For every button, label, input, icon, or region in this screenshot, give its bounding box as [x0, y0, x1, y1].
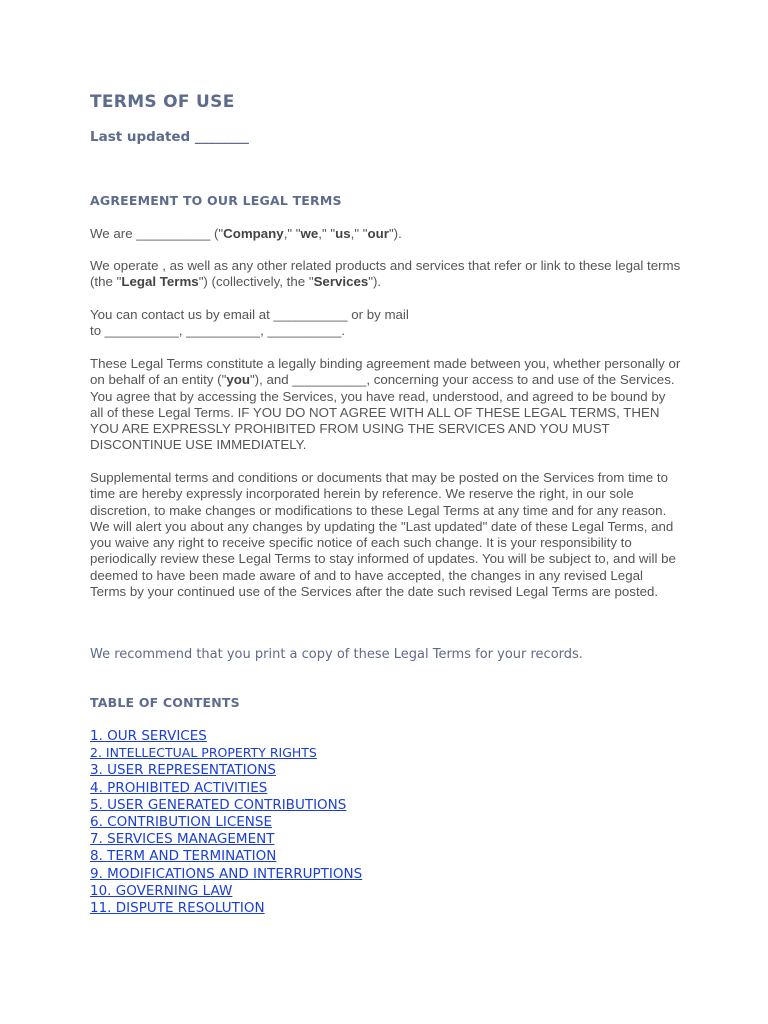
toc-item: [90, 898, 362, 915]
toc-link-dispute-resolution[interactable]: 11. DISPUTE RESOLUTION: [90, 899, 265, 916]
contact-line-1: You can contact us by email at __________ or by mail: [90, 307, 409, 322]
text-run: ," ": [318, 226, 336, 241]
page-title: TERMS OF USE: [90, 92, 235, 112]
contact-line-2: to __________, __________, __________.: [90, 323, 346, 339]
text-run: We are __________ (": [90, 226, 224, 241]
toc-item: [90, 778, 362, 795]
text-run: ," ": [350, 226, 368, 241]
text-run: ").: [388, 226, 402, 241]
toc-item: [90, 743, 362, 760]
text-run: These Legal Terms constitute a legally binding agreement made between you, whether personally or on behalf of an entity (": [90, 356, 681, 388]
text-run: "), and __________, concerning your access to and use of the Services. You agree that by accessing the Services, you have read, understood, and agreed to be bound by all of these Legal Terms. IF YOU DO NOT AGREE WITH ALL OF THESE LEGAL TERMS, THEN YOU ARE EXPRESSLY PROHIBITED FROM USING THE SERVICES AND YOU MUST DISCONTINUE USE IMMEDIATELY.: [90, 372, 675, 453]
toc-link-user-representations[interactable]: 3. USER REPRESENTATIONS: [90, 762, 276, 779]
paragraph-we-operate: [90, 258, 682, 291]
bold-term-services: Services: [313, 274, 369, 290]
toc-link-user-generated-contributions[interactable]: 5. USER GENERATED CONTRIBUTIONS: [90, 796, 347, 813]
bold-term-you: you: [226, 372, 250, 388]
toc-link-governing-law[interactable]: 10. GOVERNING LAW: [90, 882, 233, 899]
bold-term-our: our: [367, 226, 389, 241]
toc-item: [90, 881, 362, 898]
toc-link-intellectual-property[interactable]: 2. INTELLECTUAL PROPERTY RIGHTS: [90, 745, 317, 761]
toc-item: [90, 829, 362, 846]
text-run: ") (collectively, the ": [198, 274, 314, 290]
bold-term-us: us: [335, 226, 351, 241]
toc-item: [90, 726, 362, 743]
toc-item: [90, 864, 362, 881]
agreement-heading: AGREEMENT TO OUR LEGAL TERMS: [90, 193, 342, 208]
last-updated-line: Last updated ________: [90, 129, 249, 145]
paragraph-contact: [90, 307, 682, 340]
paragraph-supplemental-terms: Supplemental terms and conditions or documents that may be posted on the Services from time to time are hereby expressly incorporated herein by reference. We reserve the right, in our sole discretion, to make changes or modifications to these Legal Terms at any time and for any reason. We will alert you about any changes by updating the "Last updated" date of these Legal Terms, and you waive any right to receive specific notice of each such change. It is your responsibility to periodically review these Legal Terms to stay informed of updates. You will be subject to, and will be deemed to have been made aware of and to have accepted, the changes in any revised Legal Terms by your continued use of the Services after the date such revised Legal Terms are posted.: [90, 470, 676, 600]
bold-term-we: we: [300, 226, 319, 241]
toc-item: [90, 846, 362, 863]
toc-link-prohibited-activities[interactable]: 4. PROHIBITED ACTIVITIES: [90, 779, 268, 796]
toc-link-contribution-license[interactable]: 6. CONTRIBUTION LICENSE: [90, 813, 272, 830]
bold-term-legal-terms: Legal Terms: [121, 274, 199, 290]
text-run: ").: [368, 274, 382, 290]
text-run: We operate , as well as any other related products and services that refer or link to these legal terms (the ": [90, 258, 681, 290]
toc-item: [90, 795, 362, 812]
toc-link-our-services[interactable]: 1. OUR SERVICES: [90, 728, 207, 744]
table-of-contents: [90, 726, 362, 915]
paragraph-binding-agreement: [90, 356, 682, 454]
paragraph-company-intro: [90, 226, 682, 242]
toc-link-term-and-termination[interactable]: 8. TERM AND TERMINATION: [90, 848, 277, 865]
text-run: ," ": [283, 226, 301, 241]
toc-heading: TABLE OF CONTENTS: [90, 695, 240, 710]
recommend-print-note: We recommend that you print a copy of these Legal Terms for your records.: [90, 647, 583, 662]
toc-item: [90, 812, 362, 829]
toc-item: [90, 760, 362, 777]
toc-link-services-management[interactable]: 7. SERVICES MANAGEMENT: [90, 831, 275, 848]
bold-term-company: Company: [223, 226, 284, 241]
toc-link-modifications-and-interruptions[interactable]: 9. MODIFICATIONS AND INTERRUPTIONS: [90, 865, 363, 882]
